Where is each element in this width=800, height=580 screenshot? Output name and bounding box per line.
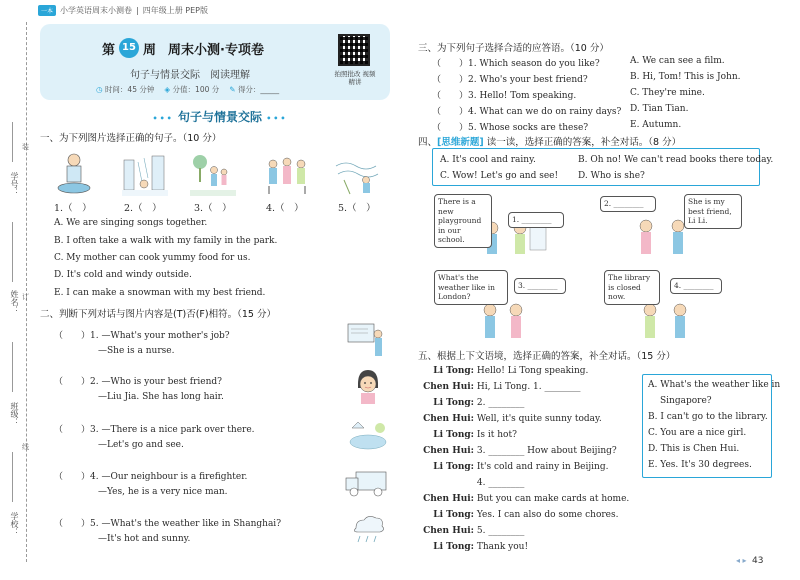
answer-slot[interactable]: 4.（ ）	[266, 203, 304, 214]
clock-icon: ◷	[96, 85, 103, 94]
option-item: C. Wow! Let's go and see!	[440, 171, 559, 181]
picture-teacher-board	[346, 320, 386, 362]
speech-bubble: What's the weather like in London?	[434, 270, 508, 305]
question-item[interactable]: （ ）3. Hello! Tom speaking.	[432, 91, 577, 101]
picture-park-lake	[348, 418, 388, 454]
scene-library-talk	[636, 298, 700, 342]
option-item: C. You are a nice girl.	[648, 428, 747, 438]
dialogue-line: Chen Hui: Well, it's quite sunny today.	[423, 414, 602, 424]
part1-heading: 一、为下列图片选择正确的句子。（10 分）	[40, 133, 222, 144]
dialogue-line[interactable]: Chen Hui: Hi, Li Tong. 1. ________	[423, 382, 581, 392]
answer-option: C. They're mine.	[630, 88, 705, 98]
page-arrows-icon: ◂ ▸	[736, 556, 747, 565]
tf-answer: —Yes, he is a very nice man.	[98, 487, 228, 497]
tf-answer: —She is a nurse.	[98, 346, 175, 356]
class-label: 班级：	[10, 402, 19, 426]
title-banner	[40, 24, 390, 100]
binding-margin	[0, 22, 32, 572]
blank-bubble[interactable]: 4. ________	[670, 278, 722, 294]
dialogue-line[interactable]: Li Tong: 2. ________	[433, 398, 525, 408]
question-item[interactable]: （ ）2. Who's your best friend?	[432, 75, 588, 85]
picture-windy-day	[334, 152, 384, 196]
answer-slot[interactable]: 1.（ ）	[54, 203, 92, 214]
picture-snowy-street	[122, 152, 168, 196]
answer-option: A. We can see a film.	[630, 56, 725, 66]
part2-heading: 二、判断下列对话与图片内容是(T)否(F)相符。（15 分）	[40, 309, 276, 320]
picture-cooking	[54, 150, 94, 196]
exam-meta: ◷ 时间：45 分钟 ◈ 分值：100 分 ✎ 得分：_____	[96, 85, 280, 94]
tf-question[interactable]: （ ）3. —There is a nice park over there.	[54, 425, 255, 435]
option-item: D. This is Chen Hui.	[648, 444, 740, 454]
dialogue-line: Chen Hui: But you can make cards at home.	[423, 494, 630, 504]
page-number: 43	[752, 556, 764, 566]
cut-mark: 装	[22, 143, 29, 151]
dialogue-line: Li Tong: Yes. I can also do some chores.	[433, 510, 619, 520]
blank-bubble[interactable]: 1. ________	[508, 212, 564, 228]
tf-question[interactable]: （ ）2. —Who is your best friend?	[54, 377, 222, 387]
part3-heading: 三、为下列句子选择合适的应答语。（10 分）	[418, 43, 609, 54]
answer-option: B. Hi, Tom! This is John.	[630, 72, 741, 82]
week-badge: 15	[119, 38, 139, 58]
section-title: ••• 句子与情景交际 •••	[152, 110, 288, 124]
option-item: E. Yes. It's 30 degrees.	[648, 460, 752, 470]
dialogue-line: Li Tong: Is it hot?	[433, 430, 517, 440]
answer-option: D. Tian Tian.	[630, 104, 689, 114]
speech-bubble: The library is closed now.	[604, 270, 660, 305]
name-label: 姓名：	[10, 290, 19, 314]
dialogue-line[interactable]: Chen Hui: 3. ________ How about Beijing?	[423, 446, 617, 456]
subtitle: 句子与情景交际 阅读理解	[130, 70, 250, 81]
badge-new-question: [思维新题]	[437, 137, 484, 148]
part4-heading: 四、[思维新题] 读一读，选择正确的答案，补全对话。（8 分）	[418, 137, 682, 148]
dialogue-line[interactable]: 4. ________	[476, 478, 525, 488]
dialogue-line: Li Tong: Thank you!	[433, 542, 529, 552]
speech-bubble: There is a new playground in our school.	[434, 194, 492, 248]
series-name: 小学英语周末小测卷	[60, 6, 133, 15]
pen-icon: ✎	[229, 85, 236, 94]
tf-question[interactable]: （ ）4. —Our neighbour is a firefighter.	[54, 472, 248, 482]
school-label: 学校：	[10, 512, 19, 536]
tf-answer: —Let's go and see.	[98, 440, 184, 450]
picture-singing-together	[264, 152, 310, 196]
option-item: B. I can't go to the library.	[648, 412, 768, 422]
option-item: C. My mother can cook yummy food for us.	[54, 253, 251, 263]
answer-slot[interactable]: 2.（ ）	[124, 203, 162, 214]
answer-option: E. Autumn.	[630, 120, 682, 130]
option-item: A. We are singing songs together.	[54, 218, 208, 228]
page-title: 第 15 周 周末小测·专项卷	[102, 38, 264, 58]
dialogue-line: Li Tong: It's cold and rainy in Beijing.	[433, 462, 609, 472]
blank-bubble[interactable]: 2. ________	[600, 196, 656, 212]
option-item: D. Who is she?	[578, 171, 645, 181]
cut-mark: 订	[22, 293, 29, 301]
option-item: Singapore?	[660, 396, 712, 406]
score-icon: ◈	[164, 85, 171, 94]
cut-mark: 线	[22, 443, 29, 451]
answer-slot[interactable]: 3.（ ）	[194, 203, 232, 214]
option-item: A. What's the weather like in	[648, 380, 781, 390]
tf-question[interactable]: （ ）1. —What's your mother's job?	[54, 331, 230, 341]
qr-code-icon[interactable]	[338, 34, 370, 66]
dialogue-line: Li Tong: Hello! Li Tong speaking.	[433, 366, 589, 376]
grade-label: 四年级上册 PEP版	[142, 6, 208, 15]
tf-question[interactable]: （ ）5. —What's the weather like in Shanghai?	[54, 519, 282, 529]
tf-answer: —Liu Jia. She has long hair.	[98, 392, 224, 402]
option-item: B. Oh no! We can't read books there today.	[578, 155, 774, 165]
part5-heading: 五、根据上下文语境，选择正确的答案，补全对话。（15 分）	[418, 351, 676, 362]
scene-weather-talk	[476, 298, 546, 342]
student-id-label: 学号：	[10, 172, 19, 196]
picture-family-park	[190, 152, 236, 196]
option-item: D. It's cold and windy outside.	[54, 270, 192, 280]
answer-slot[interactable]: 5.（ ）	[338, 203, 376, 214]
option-item: B. I often take a walk with my family in the park.	[54, 236, 278, 246]
picture-truck	[342, 464, 390, 502]
picture-girl-short-hair	[352, 368, 384, 404]
brand-logo: 一本	[38, 5, 56, 16]
question-item[interactable]: （ ）1. Which season do you like?	[432, 59, 600, 69]
option-item: E. I can make a snowman with my best friend.	[54, 288, 266, 298]
qr-caption: 拍照批改 视频精讲	[334, 70, 376, 86]
dialogue-line[interactable]: Chen Hui: 5. ________	[423, 526, 525, 536]
question-item[interactable]: （ ）5. Whose socks are these?	[432, 123, 589, 133]
tf-answer: —It's hot and sunny.	[98, 534, 191, 544]
blank-bubble[interactable]: 3. ________	[514, 278, 566, 294]
picture-rainy-weather	[348, 514, 388, 550]
option-item: A. It's cool and rainy.	[440, 155, 536, 165]
question-item[interactable]: （ ）4. What can we do on rainy days?	[432, 107, 622, 117]
series-header: 一本 小学英语周末小测卷 | 四年级上册 PEP版	[38, 4, 208, 17]
speech-bubble: She is my best friend, Li Li.	[684, 194, 742, 229]
